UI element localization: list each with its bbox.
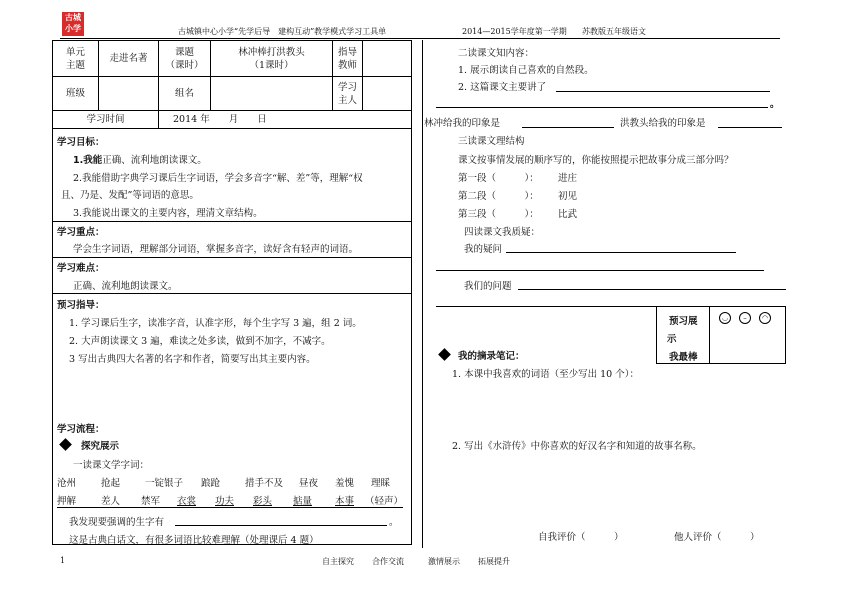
word: 功夫 — [215, 496, 235, 507]
word: 踉跄 — [201, 478, 221, 489]
part-3-label: 第三段（ ）： — [458, 209, 539, 220]
read3-heading: 三读课文理结构 — [458, 136, 525, 147]
class-value — [99, 77, 159, 111]
diamond-bullet-icon — [438, 348, 451, 361]
impression-hong-label: 洪教头给我的印象是 — [620, 118, 706, 129]
word: 禁军 — [141, 496, 161, 507]
lesson-value: 林冲棒打洪教头 （1课时） — [211, 41, 333, 77]
goal-2-line2: 且、乃是、发配”等词语的意思。 — [61, 190, 199, 201]
word-underline — [57, 507, 403, 508]
word: 衣裳 — [177, 496, 197, 507]
smile-face-icon[interactable]: ◡ — [719, 312, 731, 324]
our-question-line[interactable] — [518, 289, 786, 290]
impression-hong-line[interactable] — [718, 127, 782, 128]
box-divider — [709, 307, 710, 363]
lesson-label: 课题 （课时） — [159, 41, 211, 77]
key-points-heading: 学习重点： — [57, 227, 105, 238]
footer-item: 拓展提升 — [478, 557, 510, 566]
preview-item-3: 3 写出古典四大名著的名字和作者，简要写出其主要内容。 — [69, 354, 316, 365]
key-points-text: 学会生字词语，理解部分词语，掌握多音字，读好含有轻声的词语。 — [73, 244, 359, 255]
summary-end: 。 — [770, 99, 780, 110]
part-1-label: 第一段（ ）： — [458, 173, 539, 184]
process-heading: 学习流程： — [57, 424, 105, 435]
footer-item: 合作交流 — [372, 557, 404, 566]
time-value: 2014 年 月 日 — [159, 111, 411, 129]
document-title: 古城镇中心小学“先学后导 建构互动”教学模式学习工具单 — [178, 27, 387, 36]
group-label: 组名 — [159, 77, 211, 111]
find-answer-line[interactable] — [175, 525, 387, 526]
note-1: 1. 本课中我喜欢的词语（至少写出 10 个）： — [452, 369, 639, 380]
preview-heading: 预习指导： — [57, 300, 105, 311]
word: 抢起 — [101, 478, 121, 489]
word-note: （轻声） — [365, 496, 404, 507]
word: 措手不及 — [245, 478, 284, 489]
summary-answer-line[interactable] — [556, 91, 770, 92]
impression-lc-label: 林冲给我的印象是 — [424, 118, 501, 129]
divider — [53, 221, 411, 222]
read2-heading: 二读课文知内容： — [458, 48, 535, 59]
read2-item-1: 1. 展示朗读自己喜欢的自然段。 — [458, 65, 594, 76]
teacher-value — [363, 41, 411, 77]
my-question-line[interactable] — [506, 252, 736, 253]
diamond-bullet-icon — [59, 438, 72, 451]
word: 押解 — [57, 496, 77, 507]
part-2-topic: 初见 — [558, 191, 578, 202]
find-end: 。 — [389, 517, 399, 528]
goals-heading: 学习目标： — [57, 137, 105, 148]
column-separator — [422, 40, 423, 548]
peer-eval: 他人评价（ ） — [674, 532, 760, 543]
sad-face-icon[interactable]: ◠ — [759, 312, 771, 324]
notes-heading: 我的摘录笔记： — [458, 351, 525, 362]
read4-heading: 四读课文我质疑： — [464, 227, 541, 238]
unit-label: 单元 主题 — [53, 41, 99, 77]
word: 昼夜 — [299, 478, 319, 489]
header-rule — [60, 38, 780, 39]
find-text: 我发现要强调的生字有 — [69, 517, 165, 528]
neutral-face-icon[interactable]: – — [739, 312, 751, 324]
word: 差人 — [101, 496, 121, 507]
word: 羞愧 — [335, 478, 355, 489]
word: 理睬 — [371, 478, 391, 489]
class-label: 班级 — [53, 77, 99, 111]
goal-2-line1: 2.我能借助字典学习课后生字词语，学会多音字“解、差”等，理解“权 — [73, 173, 363, 184]
summary-answer-line-2[interactable] — [436, 107, 768, 108]
difficulty-text: 正确、流利地朗读课文。 — [73, 281, 178, 292]
ancient-text: 这是古典白话文，有很多词语比较难理解（处理课后 4 题） — [69, 535, 319, 546]
unit-value: 走进名著 — [99, 41, 159, 77]
impression-lc-line[interactable] — [522, 127, 614, 128]
footer-item: 激情展示 — [428, 557, 460, 566]
term-label: 2014—2015学年度第一学期 — [462, 27, 567, 36]
part-2-label: 第二段（ ）： — [458, 191, 539, 202]
group-value — [211, 77, 333, 111]
goal-1: 1.我能正确、流利地朗读课文。 — [73, 155, 207, 166]
divider — [53, 257, 411, 258]
our-question-line-2[interactable] — [436, 306, 656, 307]
my-question-line-2[interactable] — [436, 270, 764, 271]
structure-question: 课文按事情发展的顺序写的，你能按照提示把故事分成三部分吗？ — [458, 155, 734, 166]
explore-heading: 探究展示 — [81, 441, 120, 452]
preview-item-1: 1. 学习课后生字，读准字音，认准字形，每个生字写 3 遍，组 2 词。 — [69, 318, 362, 329]
page-number: 1 — [60, 556, 66, 565]
time-label: 学习时间 — [53, 111, 159, 129]
word: 彩头 — [253, 496, 273, 507]
read2-item-2: 2. 这篇课文主要讲了 — [458, 82, 547, 93]
showcase-label-2: 示 — [667, 334, 677, 345]
read1-heading: 一读课文学字词： — [73, 460, 150, 471]
teacher-label: 指导 教师 — [333, 41, 363, 77]
showcase-label-1: 预习展 — [669, 316, 698, 327]
divider — [53, 293, 411, 294]
owner-value — [363, 77, 411, 111]
part-1-topic: 进庄 — [558, 173, 578, 184]
school-logo: 古城 小学 — [62, 12, 84, 36]
showcase-label-3: 我最棒 — [669, 352, 698, 363]
difficulty-heading: 学习难点： — [57, 263, 105, 274]
note-2: 2. 写出《水浒传》中你喜欢的好汉名字和知道的故事名称。 — [452, 441, 702, 452]
self-eval: 自我评价（ ） — [538, 532, 624, 543]
footer-item: 自主探究 — [322, 557, 354, 566]
goal-3: 3.我能说出课文的主要内容，理清文章结构。 — [73, 208, 263, 219]
part-3-topic: 比武 — [558, 209, 578, 220]
word: 一锭银子 — [145, 478, 184, 489]
word: 掂量 — [293, 496, 313, 507]
word: 本事 — [335, 496, 355, 507]
my-question-label: 我的疑问 — [464, 244, 503, 255]
preview-showcase-box — [656, 306, 786, 364]
left-worksheet-table — [52, 40, 412, 545]
preview-item-2: 2. 大声朗读课文 3 遍，难读之处多读，做到不加字，不减字。 — [69, 336, 331, 347]
owner-label: 学习 主人 — [333, 77, 363, 111]
edition-label: 苏教版五年级语文 — [582, 27, 646, 36]
our-question-label: 我们的问题 — [464, 281, 512, 292]
word: 沧州 — [57, 478, 77, 489]
